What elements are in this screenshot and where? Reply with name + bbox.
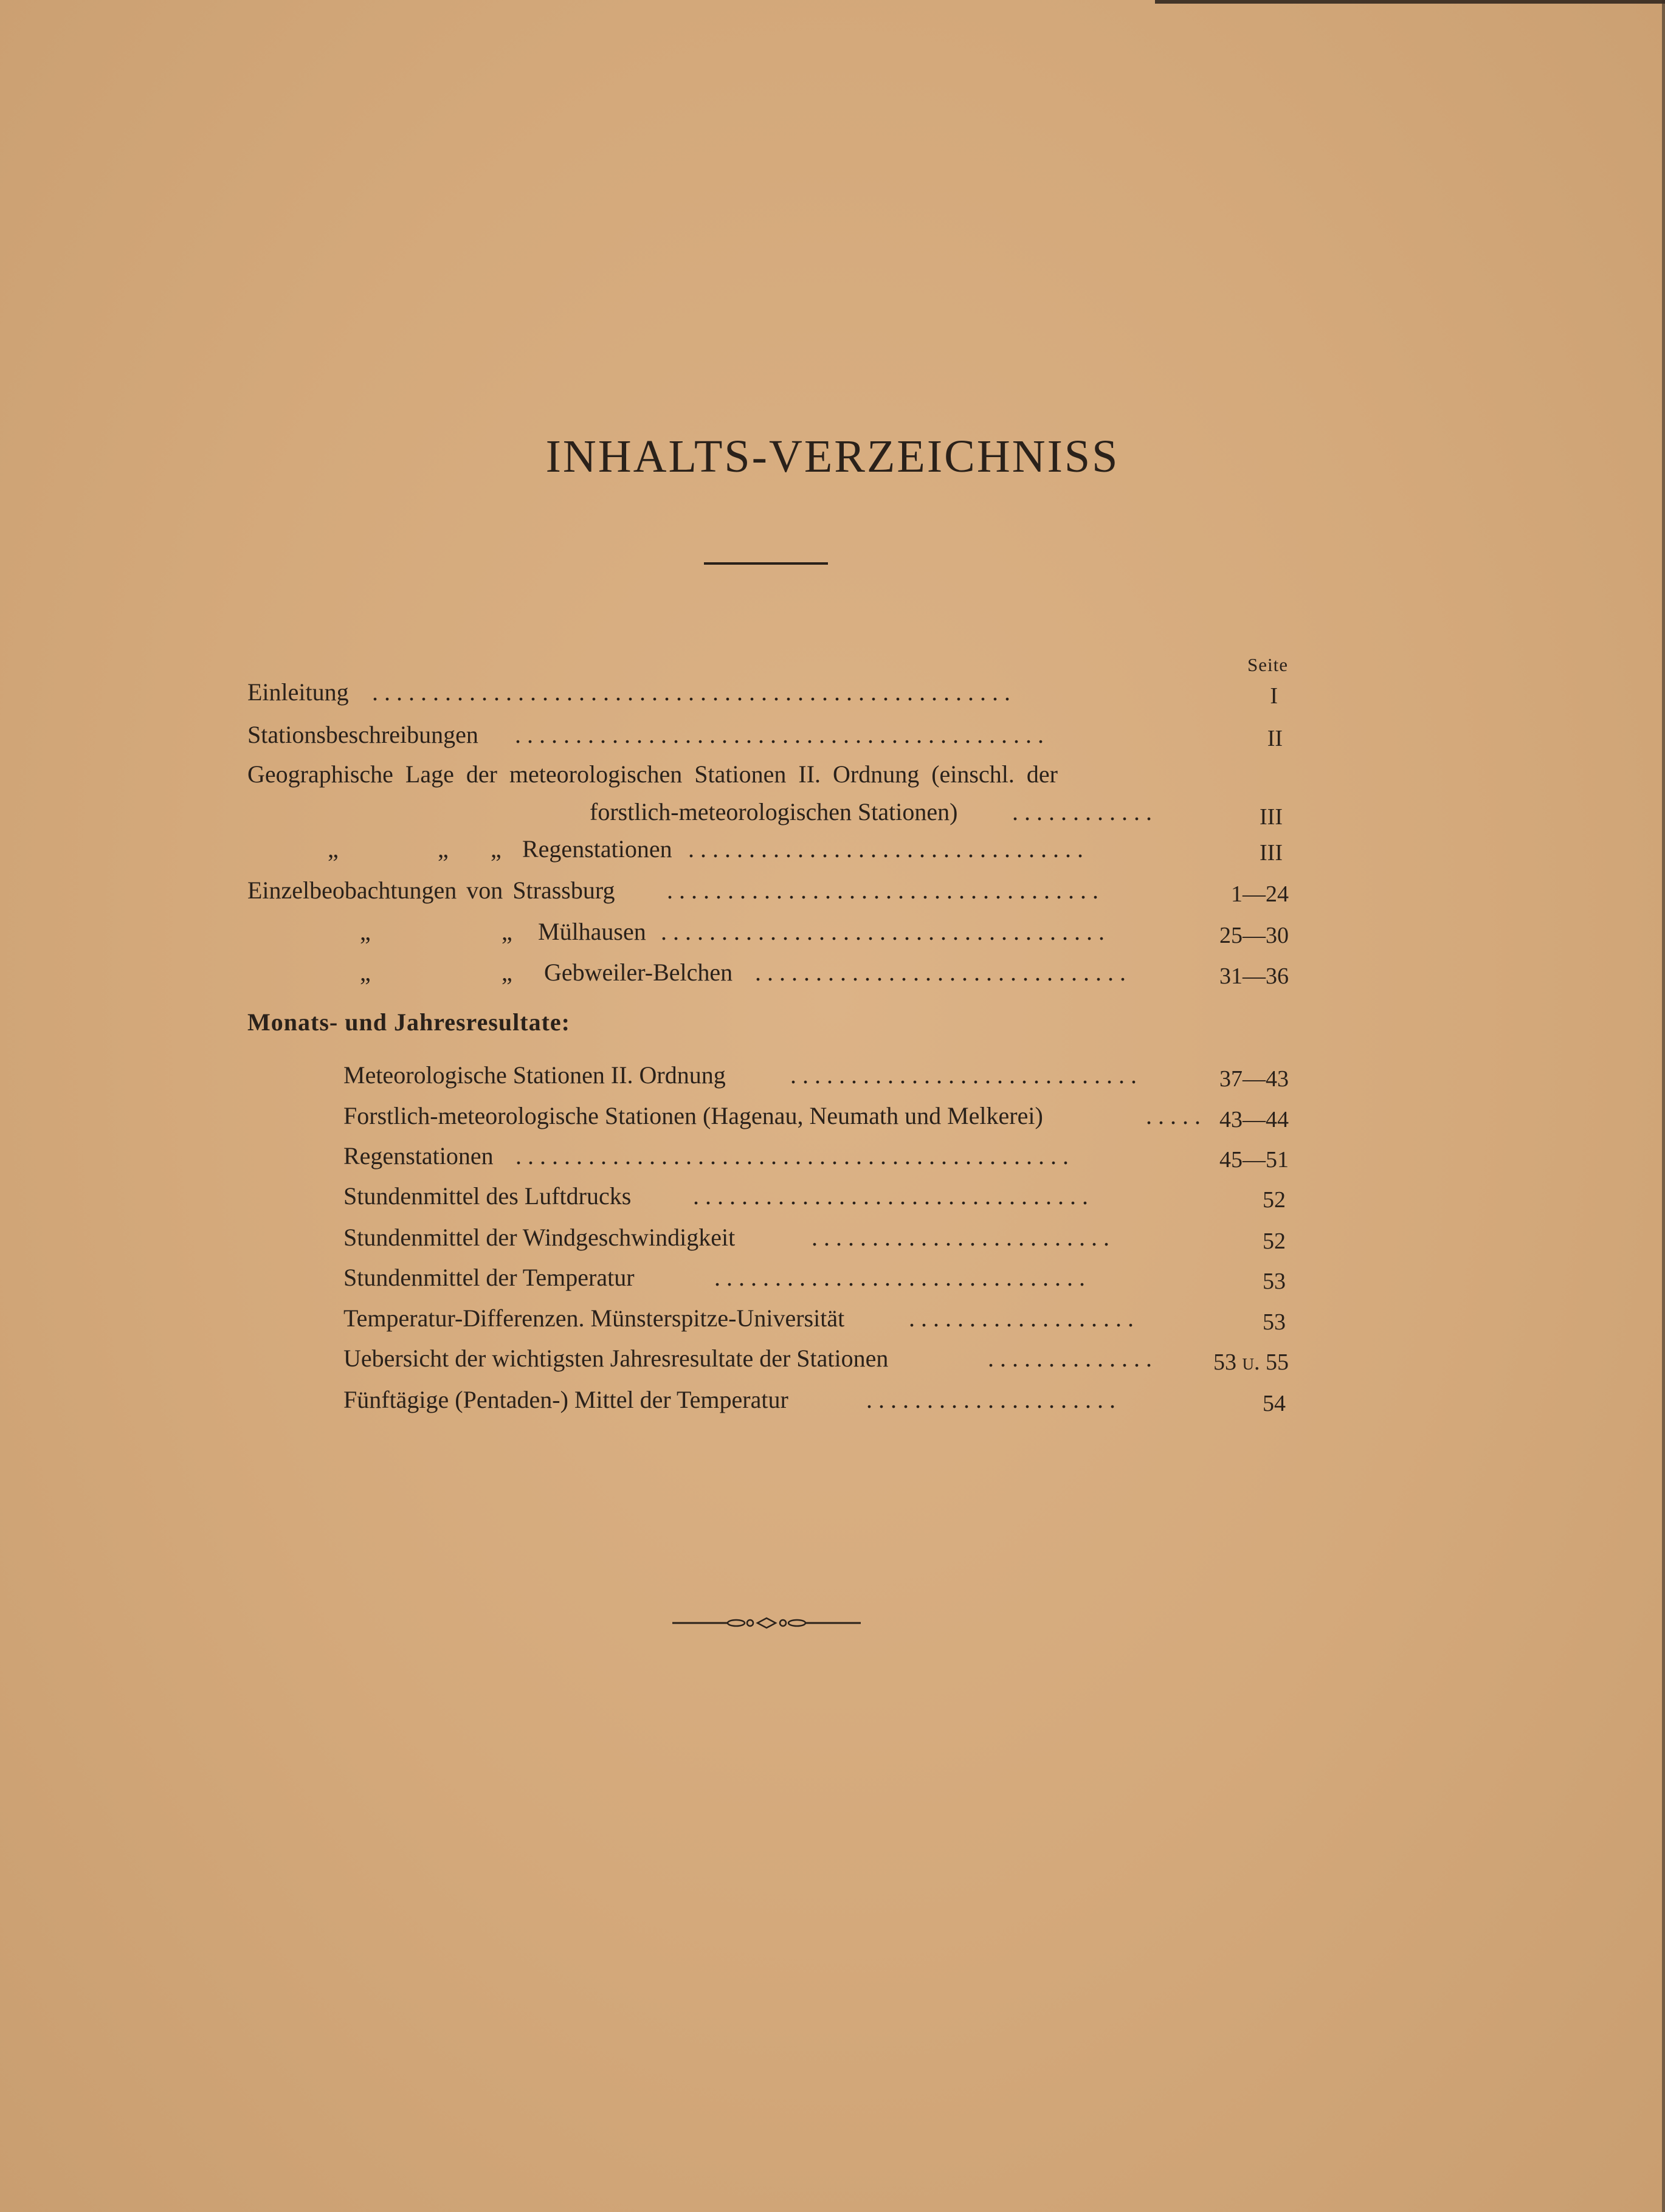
toc-entry-label: Fünftägige (Pentaden-) Mittel der Temperatur	[343, 1386, 788, 1413]
toc-entry-page: 45—51	[1219, 1147, 1289, 1173]
section-heading: Monats- und Jahresresultate:	[247, 1008, 570, 1036]
toc-entry	[343, 1101, 1289, 1138]
toc-entry-label: Stationsbeschreibungen	[247, 721, 478, 748]
leader-dots: . . . . . . . . . . . . . . . . . . . . . . . . .	[812, 1224, 1109, 1251]
ditto-mark: „	[328, 835, 339, 863]
leader-dots: . . . . . . . . . . . . . . . . . . . . . . . . . . . . . . .	[755, 959, 1126, 986]
toc-entry-page: 1—24	[1231, 881, 1289, 907]
leader-dots: . . . . . . . . . . . . . . . . . . . . . . . . . . . . . . . . . . . .	[667, 877, 1098, 904]
toc-entry-page: II	[1267, 726, 1283, 751]
toc-entry-page: III	[1260, 804, 1283, 830]
toc-entry	[247, 917, 1289, 954]
toc-entry	[343, 1304, 1289, 1340]
toc-entry-label: Forstlich-meteorologische Stationen (Hagenau, Neumath und Melkerei)	[343, 1102, 1043, 1129]
toc-entry	[247, 760, 1289, 839]
toc-entry-label: Stundenmittel des Luftdrucks	[343, 1182, 632, 1210]
ditto-mark: „	[360, 918, 371, 945]
page-edge-right	[1662, 0, 1665, 2212]
toc-entry-label: Regenstationen	[343, 1142, 494, 1170]
toc-entry-label: Mülhausen	[538, 918, 646, 945]
toc-entry	[247, 835, 1289, 871]
toc-entry	[247, 958, 1289, 994]
leader-dots: . . . . . . . . . . . . . .	[988, 1345, 1152, 1372]
ditto-mark: „	[491, 835, 502, 863]
title-rule	[704, 562, 828, 565]
toc-entry-page: 53	[1263, 1309, 1286, 1335]
toc-entry-label: Temperatur-Differenzen. Münsterspitze-Universität	[343, 1304, 845, 1332]
toc-entry-label: Stundenmittel der Temperatur	[343, 1264, 635, 1291]
page-edge-top	[1155, 0, 1665, 4]
leader-dots: . . . . . . . . . . . . . . . . . . . . .	[866, 1386, 1115, 1413]
toc-entry-page: 52	[1263, 1228, 1286, 1254]
toc-entry	[247, 678, 1289, 714]
toc-entry-page: 37—43	[1219, 1066, 1289, 1092]
toc-entry	[343, 1344, 1289, 1380]
toc-entry-label: Gebweiler-Belchen	[544, 959, 733, 986]
toc-entry-label: Meteorologische Stationen II. Ordnung	[343, 1061, 726, 1089]
toc-entry-page: 43—44	[1219, 1107, 1289, 1132]
ditto-mark: „	[502, 918, 512, 945]
ditto-mark: „	[438, 835, 449, 863]
leader-dots: . . . . . . . . . . . . . . . . . . . . . . . . . . . . . . . . . . . . . . . . . . . .	[515, 721, 1044, 748]
toc-entry-page: 52	[1263, 1187, 1286, 1213]
toc-entry	[343, 1385, 1289, 1422]
toc-entry-page: 53	[1263, 1269, 1286, 1294]
leader-dots: . . . . . . . . . . . . . . . . . . . . . . . . . . . . .	[790, 1061, 1137, 1089]
toc-entry-label: Uebersicht der wichtigsten Jahresresultate der Stationen	[343, 1345, 889, 1372]
toc-entry-page: 31—36	[1219, 963, 1289, 989]
toc-entry	[343, 1223, 1289, 1259]
toc-entry-label-line2: forstlich-meteorologischen Stationen)	[590, 798, 958, 825]
ditto-mark: „	[502, 959, 512, 986]
leader-dots: . . . . . . . . . . . . . . . . . . .	[909, 1304, 1134, 1332]
toc-entry-label: Einleitung	[247, 678, 349, 706]
leader-dots: . . . . .	[1146, 1102, 1201, 1129]
toc-entry-page: I	[1270, 683, 1278, 709]
leader-dots: . . . . . . . . . . . . . . . . . . . . . . . . . . . . . . .	[714, 1264, 1085, 1291]
toc-entry	[343, 1142, 1289, 1178]
leader-dots: . . . . . . . . . . . . . . . . . . . . . . . . . . . . . . . . .	[688, 835, 1083, 863]
toc-entry-label-line1: Geographische Lage der meteorologischen Stationen II. Ordnung (einschl. der	[247, 760, 1058, 788]
toc-entry-label: Einzelbeobachtungen von Strassburg	[247, 877, 615, 904]
leader-dots: . . . . . . . . . . . .	[1012, 798, 1152, 825]
ornament-divider	[672, 1614, 861, 1632]
toc-entry	[343, 1263, 1289, 1300]
toc-entry	[343, 1061, 1289, 1097]
toc-entry-label: Regenstationen	[522, 835, 672, 863]
leader-dots: . . . . . . . . . . . . . . . . . . . . . . . . . . . . . . . . . . . . .	[661, 918, 1105, 945]
toc-entry	[247, 720, 1289, 757]
leader-dots: . . . . . . . . . . . . . . . . . . . . . . . . . . . . . . . . .	[693, 1182, 1088, 1210]
page-column-header: Seite	[1247, 654, 1288, 675]
toc-entry-label: Stundenmittel der Windgeschwindigkeit	[343, 1224, 736, 1251]
page-title: INHALTS-VERZEICHNISS	[545, 431, 1120, 482]
toc-entry-page: 53 u. 55	[1213, 1349, 1289, 1375]
ditto-mark: „	[360, 959, 371, 986]
toc-entry-page: 25—30	[1219, 923, 1289, 948]
toc-entry-page: III	[1260, 840, 1283, 866]
leader-dots: . . . . . . . . . . . . . . . . . . . . . . . . . . . . . . . . . . . . . . . . . . . . . . . . . . . . .	[372, 678, 1010, 706]
toc-entry	[343, 1182, 1289, 1218]
toc-entry-page: 54	[1263, 1391, 1286, 1416]
toc-entry	[247, 876, 1289, 912]
leader-dots: . . . . . . . . . . . . . . . . . . . . . . . . . . . . . . . . . . . . . . . . . . . . . .	[515, 1142, 1069, 1170]
